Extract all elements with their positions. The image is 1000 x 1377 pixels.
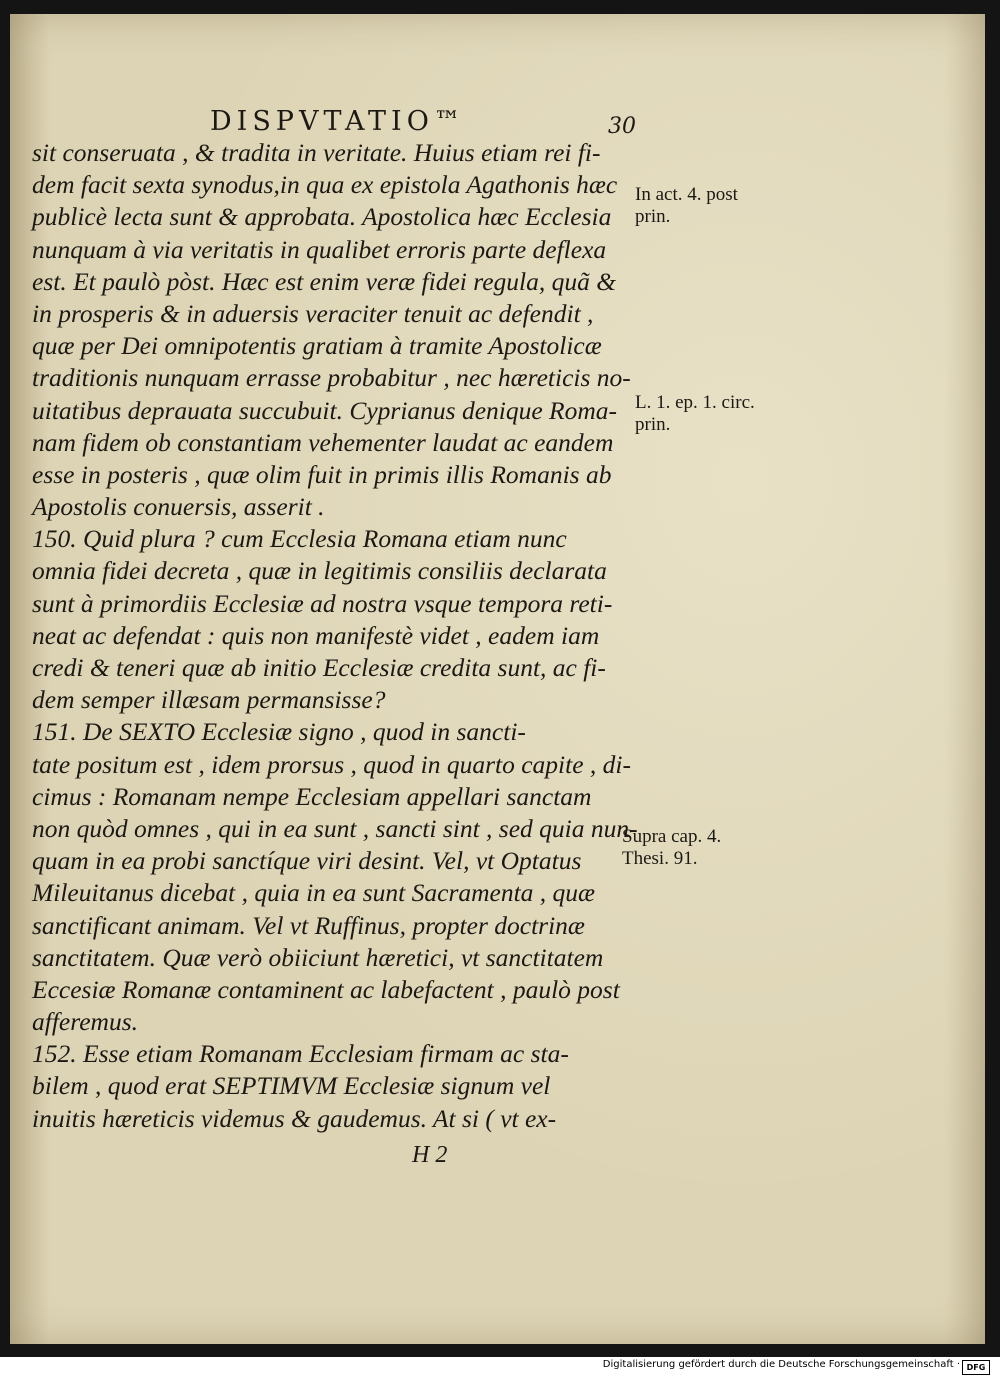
text-line: traditionis nunquam errasse probabitur , nec hæreticis no- <box>32 363 631 393</box>
text-block <box>32 137 637 1135</box>
page-number: 30 <box>608 114 636 139</box>
text-line: sanctitatem. Quæ verò obiiciunt hæretici, vt sanctitatem <box>32 942 604 972</box>
margin-note: prin. <box>635 414 671 435</box>
footer-bar <box>0 1357 1000 1377</box>
text-line: sanctificant animam. Vel vt Ruffinus, propter doctrinæ <box>32 910 585 940</box>
text-line: Mileuitanus dicebat , quia in ea sunt Sacramenta , quæ <box>32 878 596 908</box>
text-line: quam in ea probi sanctíque viri desint. Vel, vt Optatus <box>32 846 582 876</box>
text-line: afferemus. <box>32 1007 138 1037</box>
margin-note: L. 1. ep. 1. circ. <box>635 392 755 413</box>
signature-mark: H 2 <box>412 1142 448 1168</box>
text-line: 152. Esse etiam Romanam Ecclesiam firmam ac sta- <box>32 1039 569 1069</box>
funding-credit: Digitalisierung gefördert durch die Deutsche Forschungsgemeinschaft · <box>602 1359 960 1370</box>
text-line: tate positum est , idem prorsus , quod in quarto capite , di- <box>32 749 631 779</box>
text-line: omnia fidei decreta , quæ in legitimis consiliis declarata <box>32 556 607 586</box>
text-line: esse in posteris , quæ olim fuit in primis illis Romanis ab <box>32 459 612 489</box>
text-line: est. Et paulò pòst. Hæc est enim veræ fidei regula, quã & <box>32 266 617 296</box>
text-line: in prosperis & in aduersis veraciter tenuit ac defendit , <box>32 298 594 328</box>
text-line: non quòd omnes , qui in ea sunt , sancti sint , sed quia nun- <box>32 813 638 843</box>
text-line: nam fidem ob constantiam vehementer laudat ac eandem <box>32 427 614 457</box>
margin-note: Thesi. 91. <box>622 848 698 869</box>
text-line: dem semper illæsam permansisse? <box>32 685 386 715</box>
book-page <box>10 14 985 1344</box>
dfg-logo: DFG <box>962 1360 990 1375</box>
running-header: DISPVTATIO™ <box>210 106 466 137</box>
margin-note: prin. <box>635 206 671 227</box>
text-line: publicè lecta sunt & approbata. Apostolica hæc Ecclesia <box>32 202 612 232</box>
margin-note: Supra cap. 4. <box>622 826 722 847</box>
text-line: inuitis hæreticis videmus & gaudemus. At si ( vt ex- <box>32 1103 557 1133</box>
text-line: Eccesiæ Romanæ contaminent ac labefactent , paulò post <box>32 974 620 1004</box>
margin-note: In act. 4. post <box>635 184 738 205</box>
text-line: Apostolis conuersis, asserit . <box>32 492 325 522</box>
text-line: 151. De SEXTO Ecclesiæ signo , quod in sancti- <box>32 717 526 747</box>
text-line: bilem , quod erat SEPTIMVM Ecclesiæ signum vel <box>32 1071 551 1101</box>
text-line: uitatibus deprauata succubuit. Cyprianus denique Roma- <box>32 395 618 425</box>
text-line: neat ac defendat : quis non manifestè videt , eadem iam <box>32 620 600 650</box>
text-line: 150. Quid plura ? cum Ecclesia Romana etiam nunc <box>32 524 567 554</box>
text-line: quæ per Dei omnipotentis gratiam à tramite Apostolicæ <box>32 331 602 361</box>
text-line: dem facit sexta synodus,in qua ex epistola Agathonis hæc <box>32 170 618 200</box>
text-line: credi & teneri quæ ab initio Ecclesiæ credita sunt, ac fi- <box>32 653 606 682</box>
text-line: nunquam à via veritatis in qualibet erroris parte deflexa <box>32 234 607 264</box>
text-line: cimus : Romanam nempe Ecclesiam appellari sanctam <box>32 781 592 811</box>
text-line: sunt à primordiis Ecclesiæ ad nostra vsque tempora reti- <box>32 588 613 618</box>
text-line: sit conseruata , & tradita in veritate. Huius etiam rei fi- <box>32 138 601 167</box>
